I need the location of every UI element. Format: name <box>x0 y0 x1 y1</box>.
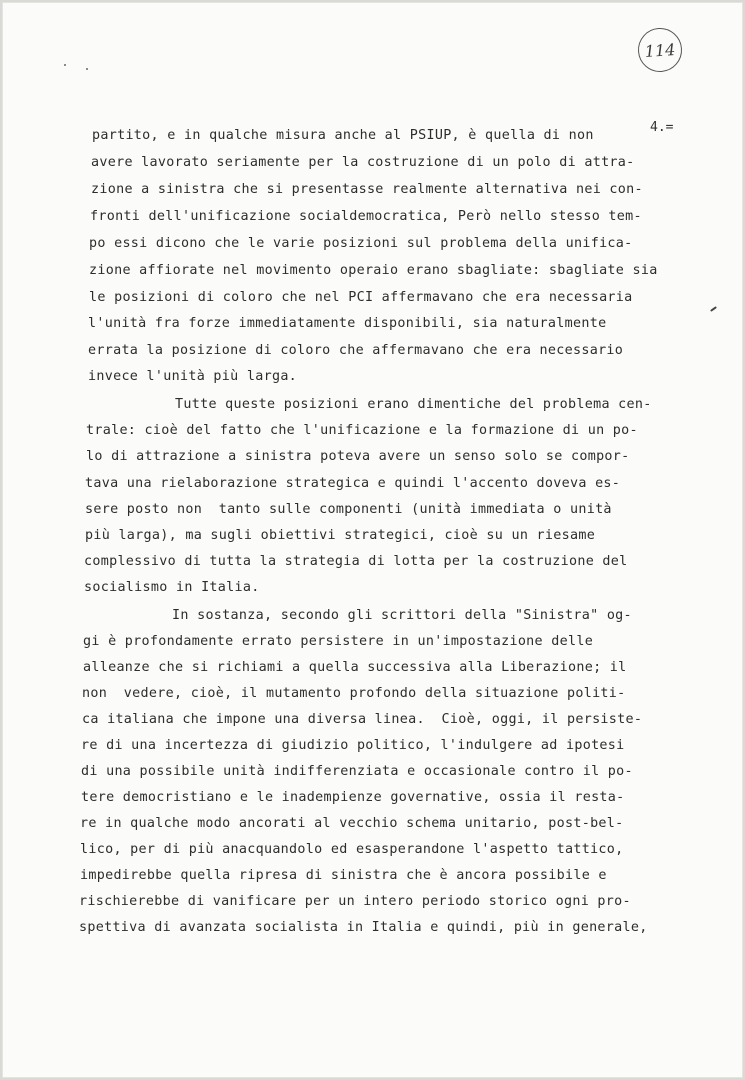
text-line: ca italiana che impone una diversa linea. Cioè, oggi, il persiste- <box>82 712 643 727</box>
text-line: spettiva di avanzata socialista in Italia e quindi, più in generale, <box>79 920 648 935</box>
text-line: gi è profondamente errato persistere in un'impostazione delle <box>83 634 594 649</box>
text-line: re di una incertezza di giudizio politico, l'indulgere ad ipotesi <box>81 738 625 753</box>
text-line: di una possibile unità indifferenziata e occasionale contro il po- <box>81 764 633 779</box>
text-line: zione a sinistra che si presentasse realmente alternativa nei con- <box>91 182 643 197</box>
scan-speck <box>64 64 66 66</box>
text-line: alleanze che si richiami a quella successiva alla Liberazione; il <box>83 660 627 675</box>
text-line: zione affiorate nel movimento operaio erano sbagliate: sbagliate sia <box>89 263 658 278</box>
text-line: trale: cioè del fatto che l'unificazione e la formazione di un po- <box>86 423 638 438</box>
text-line: po essi dicono che le varie posizioni sul problema della unifica- <box>89 236 633 251</box>
text-line: lo di attrazione a sinistra poteva avere un senso solo se compor- <box>86 449 630 464</box>
text-line: Tutte queste posizioni erano dimentiche del problema cen- <box>175 397 652 412</box>
text-line: invece l'unità più larga. <box>88 369 298 384</box>
page-label: 4.= <box>650 120 674 135</box>
text-line: re in qualche modo ancorati al vecchio schema unitario, post-bel- <box>80 816 624 831</box>
text-line: l'unità fra forze immediatamente disponibili, sia naturalmente <box>88 316 607 331</box>
document-page <box>2 2 743 1078</box>
page-number-stamp: 114 <box>637 27 684 74</box>
body-text <box>2 2 743 935</box>
text-line: socialismo in Italia. <box>84 580 260 595</box>
text-line: tava una rielaborazione strategica e quindi l'accento doveva es- <box>85 476 621 491</box>
text-line: avere lavorato seriamente per la costruzione di un polo di attra- <box>91 155 635 170</box>
text-line: partito, e in qualche misura anche al PSIUP, è quella di non <box>92 128 594 143</box>
scan-speck <box>86 68 88 70</box>
text-line: errata la posizione di coloro che affermavano che era necessario <box>88 343 624 358</box>
text-line: complessivo di tutta la strategia di lotta per la costruzione del <box>84 554 628 569</box>
text-line: le posizioni di coloro che nel PCI affermavano che era necessaria <box>89 290 633 305</box>
text-line: In sostanza, secondo gli scrittori della "Sinistra" og- <box>172 608 632 623</box>
text-line: sere posto non tanto sulle componenti (unità immediata o unità <box>85 502 612 517</box>
text-line: impedirebbe quella ripresa di sinistra che è ancora possibile e <box>80 868 607 883</box>
text-line: fronti dell'unificazione socialdemocratica, Però nello stesso tem- <box>90 209 642 224</box>
text-line: lico, per di più anacquandolo ed esasperandone l'aspetto tattico, <box>80 842 624 857</box>
text-line: non vedere, cioè, il mutamento profondo della situazione politi- <box>82 686 626 701</box>
text-line: tere democristiano e le inadempienze governative, ossia il resta- <box>81 790 625 805</box>
text-line: più larga), ma sugli obiettivi strategici, cioè su un riesame <box>85 528 596 543</box>
text-line: rischierebbe di vanificare per un intero periodo storico ogni pro- <box>79 894 631 909</box>
